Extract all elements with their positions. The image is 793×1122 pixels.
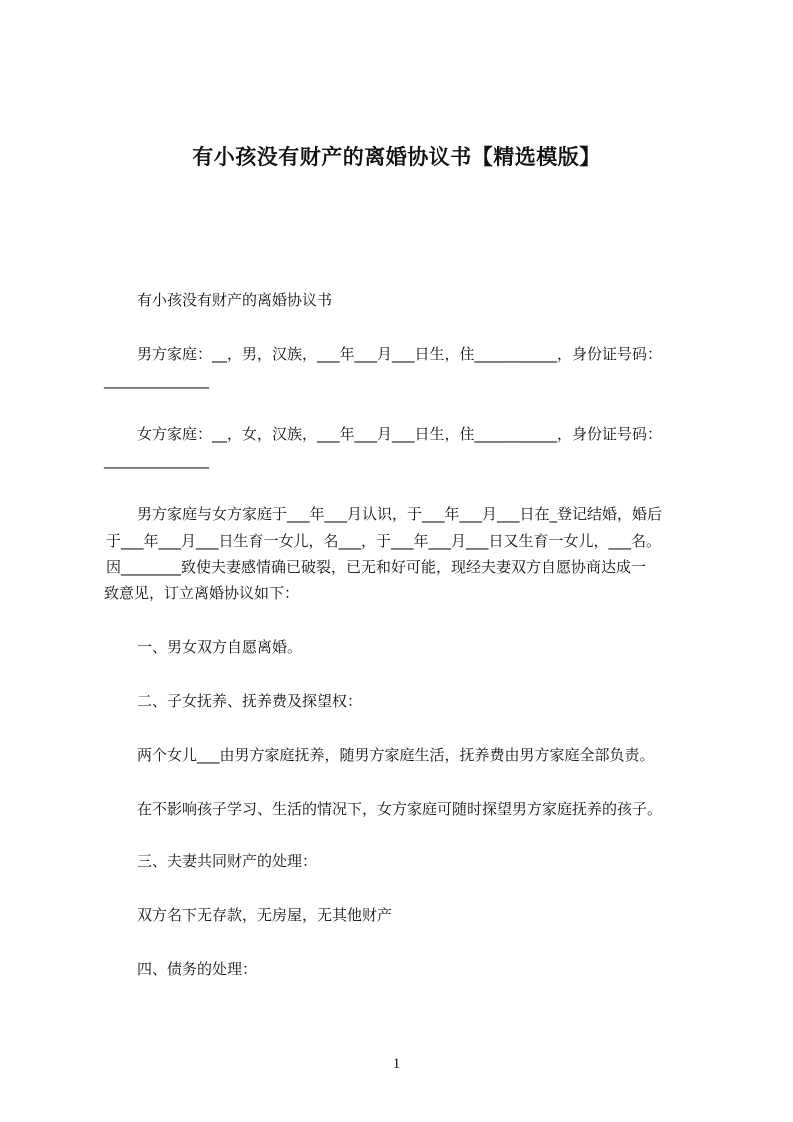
female-party-line-1: 女方家庭：__，女，汉族，___年___月___日生，住___________，身份证号码： xyxy=(137,425,663,443)
male-party-line-2: ______________ xyxy=(104,371,209,389)
section-2-heading: 二、子女抚养、抚养费及探望权： xyxy=(137,692,363,710)
section-2-paragraph-2: 在不影响孩子学习、生活的情况下，女方家庭可随时探望男方家庭抚养的孩子。 xyxy=(137,800,663,818)
background-paragraph-line-4: 致意见，订立离婚协议如下： xyxy=(104,584,300,602)
section-3-heading: 三、夫妻共同财产的处理： xyxy=(137,852,318,870)
document-subtitle: 有小孩没有财产的离婚协议书 xyxy=(137,291,333,309)
section-1-heading: 一、男女双方自愿离婚。 xyxy=(137,638,303,656)
section-3-paragraph-1: 双方名下无存款，无房屋，无其他财产 xyxy=(137,906,393,924)
document-title: 有小孩没有财产的离婚协议书【精选模版】 xyxy=(192,145,601,169)
section-2-paragraph-1: 两个女儿___由男方家庭抚养，随男方家庭生活，抚养费由男方家庭全部负责。 xyxy=(137,746,655,764)
background-paragraph-line-1: 男方家庭与女方家庭于___年___月认识，于___年___月___日在_登记结婚，婚后 xyxy=(137,505,663,523)
male-party-line-1: 男方家庭：__，男，汉族，___年___月___日生，住___________，身份证号码： xyxy=(137,345,663,363)
section-4-heading: 四、债务的处理： xyxy=(137,960,258,978)
female-party-line-2: ______________ xyxy=(104,451,209,469)
background-paragraph-line-3: 因________致使夫妻感情确已破裂，已无和好可能，现经夫妻双方自愿协商达成一 xyxy=(106,558,647,576)
page-number: 1 xyxy=(392,1056,401,1072)
background-paragraph-line-2: 于___年___月___日生育一女儿，名___，于___年___月___日又生育一女儿，___名。 xyxy=(106,532,662,550)
